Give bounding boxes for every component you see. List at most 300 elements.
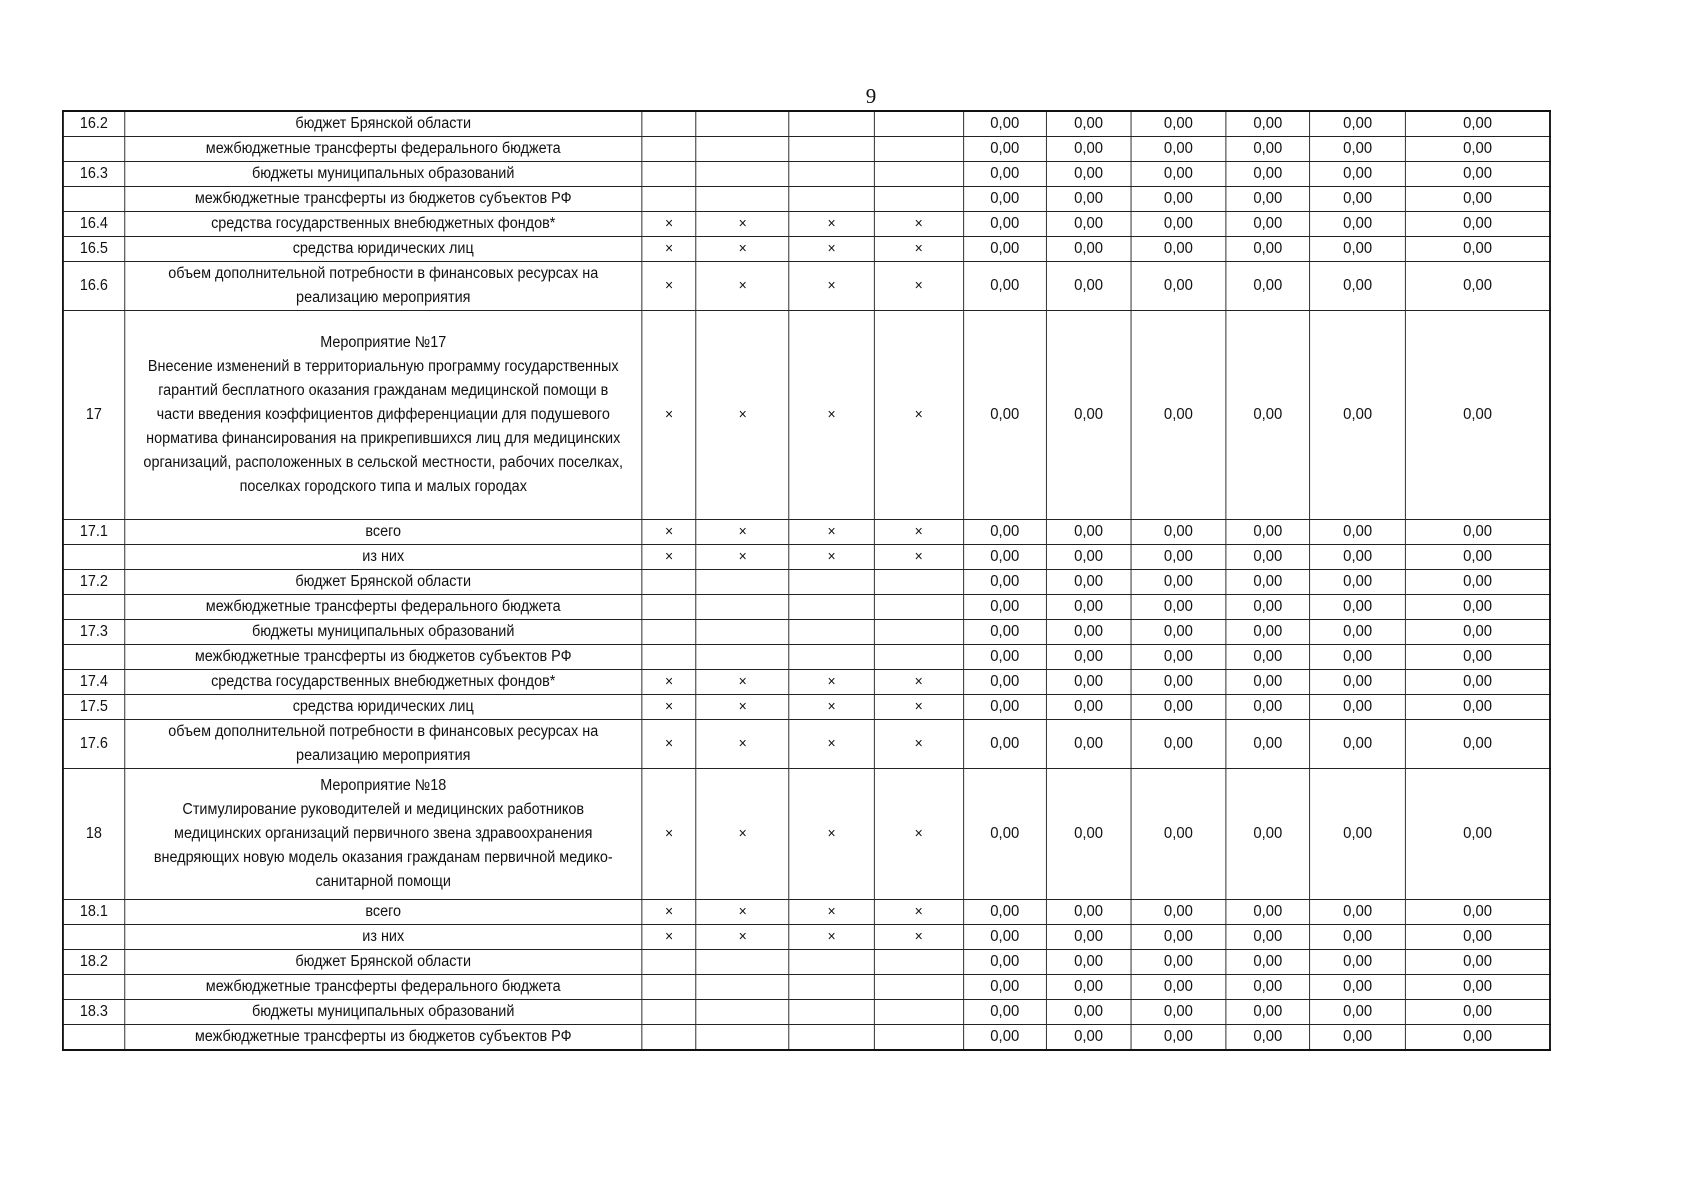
description-line: гарантий бесплатного оказания гражданам медицинской помощи в	[158, 382, 609, 399]
table-row	[63, 570, 1550, 595]
description-cell	[124, 262, 642, 311]
value-cell: 0,00	[963, 925, 1046, 950]
value-cell: 0,00	[963, 645, 1046, 670]
cross-cell: ×	[642, 212, 696, 237]
description-line: из них	[362, 928, 405, 945]
cross-cell	[789, 1025, 874, 1051]
table-row	[63, 545, 1550, 570]
value-cell: 0,00	[1406, 570, 1550, 595]
cross-cell: ×	[874, 900, 963, 925]
cross-cell	[789, 137, 874, 162]
description-cell	[124, 720, 642, 769]
cross-cell	[642, 137, 696, 162]
cross-cell: ×	[696, 769, 789, 900]
value-cell: 0,00	[1131, 111, 1226, 137]
description-cell	[124, 620, 642, 645]
cross-cell: ×	[874, 720, 963, 769]
row-number-cell: 17.3	[63, 620, 124, 645]
cross-cell	[874, 1025, 963, 1051]
value-cell: 0,00	[1226, 262, 1310, 311]
value-cell: 0,00	[1226, 137, 1310, 162]
cross-cell	[789, 645, 874, 670]
cross-cell	[642, 111, 696, 137]
value-cell: 0,00	[1046, 595, 1131, 620]
value-cell: 0,00	[1226, 111, 1310, 137]
value-cell: 0,00	[1406, 595, 1550, 620]
description-line: бюджеты муниципальных образований	[252, 623, 515, 640]
value-cell: 0,00	[1046, 900, 1131, 925]
value-cell: 0,00	[1226, 212, 1310, 237]
row-number-cell: 16.4	[63, 212, 124, 237]
cross-cell	[642, 975, 696, 1000]
row-number-cell: 17	[63, 311, 124, 520]
table-row	[63, 670, 1550, 695]
value-cell: 0,00	[1406, 237, 1550, 262]
value-cell: 0,00	[1131, 950, 1226, 975]
table-row	[63, 620, 1550, 645]
financing-table	[62, 110, 1551, 1051]
cross-cell	[874, 595, 963, 620]
description-line: межбюджетные трансферты из бюджетов субъектов РФ	[194, 190, 572, 207]
value-cell: 0,00	[1310, 950, 1406, 975]
value-cell: 0,00	[1406, 950, 1550, 975]
cross-cell: ×	[874, 670, 963, 695]
row-number-cell	[63, 187, 124, 212]
value-cell: 0,00	[963, 670, 1046, 695]
table-row	[63, 900, 1550, 925]
value-cell: 0,00	[1310, 975, 1406, 1000]
description-line: Стимулирование руководителей и медицинских работников	[182, 801, 585, 818]
cross-cell	[874, 570, 963, 595]
cross-cell: ×	[874, 262, 963, 311]
cross-cell: ×	[696, 545, 789, 570]
description-cell	[124, 1025, 642, 1051]
cross-cell: ×	[642, 695, 696, 720]
row-number-cell: 18.3	[63, 1000, 124, 1025]
value-cell: 0,00	[1131, 769, 1226, 900]
cross-cell	[696, 570, 789, 595]
description-line: межбюджетные трансферты из бюджетов субъектов РФ	[194, 1028, 572, 1045]
cross-cell: ×	[789, 900, 874, 925]
table-row	[63, 769, 1550, 900]
cross-cell: ×	[696, 670, 789, 695]
value-cell: 0,00	[1310, 237, 1406, 262]
value-cell: 0,00	[1226, 620, 1310, 645]
value-cell: 0,00	[1406, 1025, 1550, 1051]
value-cell: 0,00	[1406, 720, 1550, 769]
value-cell: 0,00	[1406, 545, 1550, 570]
cross-cell	[696, 137, 789, 162]
table-row	[63, 950, 1550, 975]
value-cell: 0,00	[1406, 520, 1550, 545]
value-cell: 0,00	[1226, 1025, 1310, 1051]
value-cell: 0,00	[1226, 645, 1310, 670]
value-cell: 0,00	[1406, 670, 1550, 695]
cross-cell	[789, 595, 874, 620]
value-cell: 0,00	[1131, 695, 1226, 720]
cross-cell: ×	[696, 695, 789, 720]
table-row	[63, 595, 1550, 620]
description-line: реализацию мероприятия	[296, 289, 471, 306]
cross-cell	[789, 111, 874, 137]
row-number-cell: 18.1	[63, 900, 124, 925]
description-cell	[124, 925, 642, 950]
description-line: Внесение изменений в территориальную программу государственных	[147, 358, 619, 375]
cross-cell: ×	[789, 262, 874, 311]
description-cell	[124, 769, 642, 900]
value-cell: 0,00	[1226, 769, 1310, 900]
value-cell: 0,00	[963, 720, 1046, 769]
value-cell: 0,00	[1310, 545, 1406, 570]
cross-cell: ×	[696, 720, 789, 769]
description-line: средства юридических лиц	[292, 240, 474, 257]
value-cell: 0,00	[963, 620, 1046, 645]
cross-cell: ×	[696, 925, 789, 950]
table-row	[63, 137, 1550, 162]
value-cell: 0,00	[1131, 237, 1226, 262]
row-number-cell	[63, 975, 124, 1000]
value-cell: 0,00	[1046, 695, 1131, 720]
cross-cell: ×	[696, 900, 789, 925]
row-number-cell: 16.6	[63, 262, 124, 311]
description-cell	[124, 520, 642, 545]
value-cell: 0,00	[1046, 950, 1131, 975]
cross-cell: ×	[642, 720, 696, 769]
description-line: внедряющих новую модель оказания гражданам первичной медико-	[153, 849, 613, 866]
cross-cell: ×	[789, 237, 874, 262]
value-cell: 0,00	[1226, 900, 1310, 925]
value-cell: 0,00	[1310, 695, 1406, 720]
description-cell	[124, 975, 642, 1000]
table-row	[63, 975, 1550, 1000]
value-cell: 0,00	[1131, 645, 1226, 670]
table-row	[63, 695, 1550, 720]
cross-cell	[696, 975, 789, 1000]
description-line: поселках городского типа и малых городах	[239, 478, 527, 495]
value-cell: 0,00	[1046, 645, 1131, 670]
value-cell: 0,00	[1131, 570, 1226, 595]
value-cell: 0,00	[1046, 162, 1131, 187]
cross-cell: ×	[874, 237, 963, 262]
cross-cell	[789, 187, 874, 212]
value-cell: 0,00	[1310, 620, 1406, 645]
cross-cell: ×	[642, 925, 696, 950]
table-row	[63, 262, 1550, 311]
cross-cell	[789, 162, 874, 187]
value-cell: 0,00	[1406, 137, 1550, 162]
row-number-cell: 17.1	[63, 520, 124, 545]
cross-cell: ×	[789, 311, 874, 520]
description-line: средства государственных внебюджетных фондов*	[211, 673, 556, 690]
cross-cell	[789, 975, 874, 1000]
description-cell	[124, 950, 642, 975]
cross-cell	[874, 1000, 963, 1025]
description-line: межбюджетные трансферты федерального бюджета	[205, 598, 561, 615]
description-cell	[124, 545, 642, 570]
value-cell: 0,00	[963, 111, 1046, 137]
value-cell: 0,00	[1310, 311, 1406, 520]
table-row	[63, 111, 1550, 137]
value-cell: 0,00	[1310, 925, 1406, 950]
value-cell: 0,00	[1046, 111, 1131, 137]
value-cell: 0,00	[1046, 311, 1131, 520]
description-line: санитарной помощи	[315, 873, 451, 890]
value-cell: 0,00	[1046, 187, 1131, 212]
value-cell: 0,00	[1046, 545, 1131, 570]
description-line: объем дополнительной потребности в финансовых ресурсах на	[168, 265, 599, 282]
description-line: бюджет Брянской области	[295, 115, 472, 132]
description-line: части введения коэффициентов дифференциации для подушевого	[156, 406, 610, 423]
cross-cell	[642, 1000, 696, 1025]
row-number-cell	[63, 595, 124, 620]
value-cell: 0,00	[1310, 769, 1406, 900]
cross-cell: ×	[642, 670, 696, 695]
cross-cell: ×	[789, 720, 874, 769]
value-cell: 0,00	[963, 1025, 1046, 1051]
value-cell: 0,00	[1310, 520, 1406, 545]
value-cell: 0,00	[1046, 137, 1131, 162]
cross-cell: ×	[789, 670, 874, 695]
cross-cell: ×	[642, 545, 696, 570]
value-cell: 0,00	[1226, 975, 1310, 1000]
description-cell	[124, 645, 642, 670]
value-cell: 0,00	[1131, 137, 1226, 162]
description-cell	[124, 311, 642, 520]
value-cell: 0,00	[1226, 1000, 1310, 1025]
description-line: бюджеты муниципальных образований	[252, 1003, 515, 1020]
value-cell: 0,00	[1310, 1025, 1406, 1051]
value-cell: 0,00	[963, 769, 1046, 900]
table-row	[63, 925, 1550, 950]
cross-cell: ×	[789, 695, 874, 720]
value-cell: 0,00	[1310, 595, 1406, 620]
value-cell: 0,00	[1310, 162, 1406, 187]
cross-cell	[696, 1025, 789, 1051]
row-number-cell	[63, 545, 124, 570]
cross-cell: ×	[874, 545, 963, 570]
cross-cell	[874, 620, 963, 645]
description-cell	[124, 670, 642, 695]
value-cell: 0,00	[1310, 900, 1406, 925]
value-cell: 0,00	[1226, 520, 1310, 545]
description-cell	[124, 187, 642, 212]
value-cell: 0,00	[1226, 237, 1310, 262]
value-cell: 0,00	[963, 1000, 1046, 1025]
cross-cell: ×	[696, 311, 789, 520]
cross-cell	[789, 620, 874, 645]
cross-cell	[642, 1025, 696, 1051]
description-line: норматива финансирования на прикрепившихся лиц для медицинских	[146, 430, 621, 447]
cross-cell	[696, 187, 789, 212]
description-cell	[124, 137, 642, 162]
description-line: медицинских организаций первичного звена здравоохранения	[174, 825, 593, 842]
value-cell: 0,00	[963, 695, 1046, 720]
page-number: 9	[865, 84, 877, 108]
cross-cell: ×	[874, 520, 963, 545]
value-cell: 0,00	[963, 975, 1046, 1000]
description-line: бюджет Брянской области	[295, 573, 472, 590]
cross-cell	[874, 111, 963, 137]
description-line: бюджеты муниципальных образований	[252, 165, 515, 182]
cross-cell: ×	[874, 695, 963, 720]
description-line: средства юридических лиц	[292, 698, 474, 715]
description-cell	[124, 111, 642, 137]
cross-cell	[789, 950, 874, 975]
value-cell: 0,00	[1046, 720, 1131, 769]
value-cell: 0,00	[1131, 162, 1226, 187]
cross-cell	[696, 1000, 789, 1025]
cross-cell	[696, 620, 789, 645]
description-line: реализацию мероприятия	[296, 747, 471, 764]
table-row	[63, 1025, 1550, 1051]
cross-cell	[874, 162, 963, 187]
row-number-cell: 17.5	[63, 695, 124, 720]
value-cell: 0,00	[1131, 212, 1226, 237]
value-cell: 0,00	[1046, 925, 1131, 950]
value-cell: 0,00	[1131, 595, 1226, 620]
row-number-cell	[63, 645, 124, 670]
description-line: всего	[365, 523, 402, 540]
cross-cell	[874, 187, 963, 212]
value-cell: 0,00	[1406, 262, 1550, 311]
cross-cell	[696, 162, 789, 187]
value-cell: 0,00	[1226, 595, 1310, 620]
value-cell: 0,00	[1310, 570, 1406, 595]
value-cell: 0,00	[963, 262, 1046, 311]
cross-cell: ×	[789, 769, 874, 900]
value-cell: 0,00	[963, 950, 1046, 975]
cross-cell	[642, 595, 696, 620]
cross-cell	[642, 620, 696, 645]
cross-cell	[696, 595, 789, 620]
value-cell: 0,00	[1406, 111, 1550, 137]
value-cell: 0,00	[1226, 925, 1310, 950]
value-cell: 0,00	[1406, 645, 1550, 670]
value-cell: 0,00	[1226, 545, 1310, 570]
cross-cell	[789, 1000, 874, 1025]
value-cell: 0,00	[1046, 520, 1131, 545]
row-number-cell	[63, 925, 124, 950]
row-number-cell	[63, 1025, 124, 1051]
row-number-cell	[63, 137, 124, 162]
value-cell: 0,00	[1406, 769, 1550, 900]
row-number-cell: 18.2	[63, 950, 124, 975]
value-cell: 0,00	[1406, 187, 1550, 212]
value-cell: 0,00	[963, 545, 1046, 570]
value-cell: 0,00	[1046, 570, 1131, 595]
table-row	[63, 520, 1550, 545]
cross-cell	[874, 975, 963, 1000]
value-cell: 0,00	[1046, 1000, 1131, 1025]
value-cell: 0,00	[1310, 212, 1406, 237]
row-number-cell: 16.5	[63, 237, 124, 262]
table-row	[63, 212, 1550, 237]
value-cell: 0,00	[1226, 695, 1310, 720]
value-cell: 0,00	[1226, 311, 1310, 520]
value-cell: 0,00	[1131, 620, 1226, 645]
row-number-cell: 17.4	[63, 670, 124, 695]
row-number-cell: 17.6	[63, 720, 124, 769]
table-row	[63, 187, 1550, 212]
description-line: межбюджетные трансферты федерального бюджета	[205, 978, 561, 995]
cross-cell	[696, 111, 789, 137]
value-cell: 0,00	[1046, 670, 1131, 695]
value-cell: 0,00	[1046, 212, 1131, 237]
value-cell: 0,00	[1310, 187, 1406, 212]
value-cell: 0,00	[1310, 111, 1406, 137]
value-cell: 0,00	[1406, 620, 1550, 645]
cross-cell: ×	[642, 520, 696, 545]
cross-cell	[642, 570, 696, 595]
description-cell	[124, 595, 642, 620]
cross-cell: ×	[874, 925, 963, 950]
description-line: бюджет Брянской области	[295, 953, 472, 970]
value-cell: 0,00	[1131, 545, 1226, 570]
value-cell: 0,00	[1226, 950, 1310, 975]
value-cell: 0,00	[1046, 975, 1131, 1000]
description-line: межбюджетные трансферты федерального бюджета	[205, 140, 561, 157]
value-cell: 0,00	[1406, 925, 1550, 950]
description-cell	[124, 695, 642, 720]
value-cell: 0,00	[1406, 162, 1550, 187]
value-cell: 0,00	[963, 520, 1046, 545]
table-row	[63, 720, 1550, 769]
value-cell: 0,00	[1131, 262, 1226, 311]
cross-cell: ×	[642, 237, 696, 262]
table-row	[63, 162, 1550, 187]
cross-cell	[642, 950, 696, 975]
value-cell: 0,00	[1131, 900, 1226, 925]
cross-cell: ×	[696, 262, 789, 311]
value-cell: 0,00	[1046, 769, 1131, 900]
value-cell: 0,00	[1131, 1000, 1226, 1025]
row-number-cell: 16.3	[63, 162, 124, 187]
value-cell: 0,00	[963, 137, 1046, 162]
cross-cell: ×	[789, 925, 874, 950]
value-cell: 0,00	[963, 311, 1046, 520]
description-line: Мероприятие №17	[320, 334, 447, 351]
value-cell: 0,00	[1131, 520, 1226, 545]
table-row	[63, 237, 1550, 262]
description-cell	[124, 237, 642, 262]
value-cell: 0,00	[1131, 187, 1226, 212]
value-cell: 0,00	[1310, 670, 1406, 695]
cross-cell: ×	[789, 520, 874, 545]
cross-cell	[642, 187, 696, 212]
description-line: средства государственных внебюджетных фондов*	[211, 215, 556, 232]
row-number-cell: 17.2	[63, 570, 124, 595]
cross-cell	[874, 137, 963, 162]
value-cell: 0,00	[1131, 670, 1226, 695]
value-cell: 0,00	[1406, 311, 1550, 520]
value-cell: 0,00	[1131, 311, 1226, 520]
value-cell: 0,00	[1406, 695, 1550, 720]
value-cell: 0,00	[963, 570, 1046, 595]
value-cell: 0,00	[1310, 262, 1406, 311]
value-cell: 0,00	[1310, 645, 1406, 670]
description-line: объем дополнительной потребности в финансовых ресурсах на	[168, 723, 599, 740]
cross-cell: ×	[642, 769, 696, 900]
description-cell	[124, 900, 642, 925]
value-cell: 0,00	[1131, 975, 1226, 1000]
cross-cell	[696, 645, 789, 670]
value-cell: 0,00	[1046, 262, 1131, 311]
table-row	[63, 311, 1550, 520]
value-cell: 0,00	[1131, 925, 1226, 950]
cross-cell: ×	[789, 212, 874, 237]
cross-cell: ×	[789, 545, 874, 570]
cross-cell	[874, 950, 963, 975]
